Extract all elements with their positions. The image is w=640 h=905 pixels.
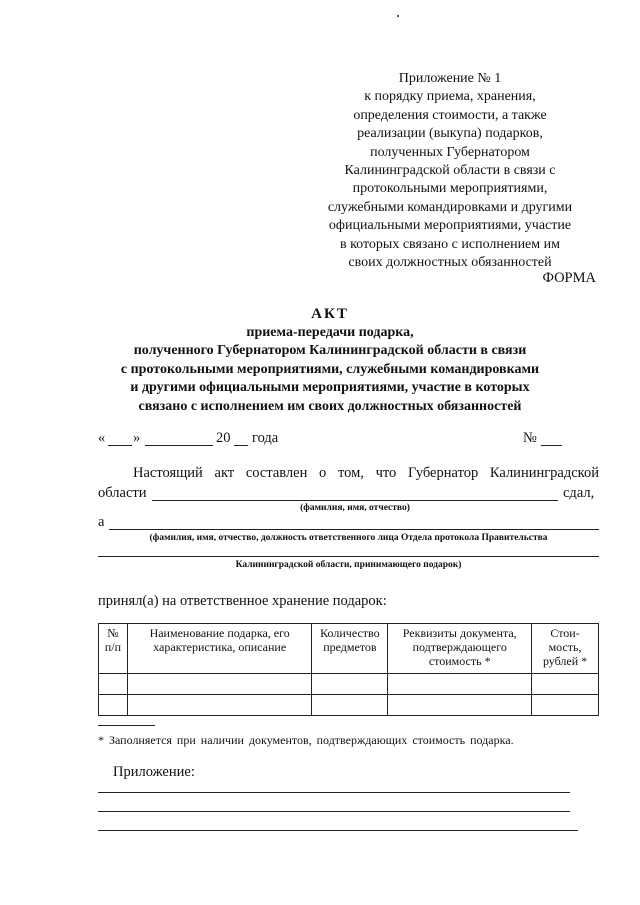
appendix-line: служебными командировками и другими xyxy=(327,199,573,215)
governor-name-field[interactable] xyxy=(152,500,558,501)
sdal-word: сдал, xyxy=(563,485,595,501)
intro-text: Настоящий акт составлен о том, что Губернатор Калининградской xyxy=(133,465,599,481)
official-name-field[interactable] xyxy=(109,529,599,530)
appendix-line: в которых связано с исполнением им xyxy=(339,236,560,252)
accepted-text: принял(а) на ответственное хранение подарок: xyxy=(98,593,387,609)
appendix-line: Приложение № 1 xyxy=(398,71,502,86)
appendix-line: официальными мероприятиями, участие xyxy=(328,218,572,234)
official-caption-2: Калининградской области, принимающего подарок) xyxy=(235,560,462,570)
date-year-word: года xyxy=(252,430,279,446)
attachment-line-2[interactable] xyxy=(98,811,570,812)
table-cell[interactable] xyxy=(388,695,532,716)
act-number-field[interactable] xyxy=(541,445,562,446)
attachment-line-1[interactable] xyxy=(98,792,570,793)
table-row xyxy=(99,674,599,695)
title-line: и другими официальными мероприятиями, участие в которых xyxy=(130,380,530,396)
footnote-separator xyxy=(98,725,155,726)
year-field[interactable] xyxy=(234,445,248,446)
date-open-quote: « xyxy=(98,430,106,446)
title-line: связано с исполнением им своих должностных обязанностей xyxy=(138,398,522,414)
appendix-line: определения стоимости, а также xyxy=(353,107,547,123)
title-line: приема-передачи подарка, xyxy=(246,324,414,340)
col-header-number: № п/п xyxy=(99,624,128,674)
date-close-quote: » xyxy=(133,430,141,446)
table-cell[interactable] xyxy=(532,695,599,716)
gifts-table xyxy=(98,623,599,716)
table-cell[interactable] xyxy=(532,674,599,695)
official-caption-1: (фамилия, имя, отчество, должность ответственного лица Отдела протокола Правительства xyxy=(149,533,548,543)
table-cell[interactable] xyxy=(99,695,128,716)
appendix-line: реализации (выкупа) подарков, xyxy=(357,126,543,142)
table-cell[interactable] xyxy=(127,695,311,716)
act-number-sign: № xyxy=(523,430,537,446)
scan-speck xyxy=(397,15,399,17)
title-line: полученного Губернатором Калининградской области в связи xyxy=(133,343,527,359)
title-main: АКТ xyxy=(311,306,349,322)
appendix-line: к порядку приема, хранения, xyxy=(364,89,536,105)
form-label: ФОРМА xyxy=(542,270,596,286)
date-century: 20 xyxy=(216,430,231,446)
col-header-quantity: Количество предметов xyxy=(312,624,388,674)
attachment-label: Приложение: xyxy=(113,764,195,780)
table-cell[interactable] xyxy=(99,674,128,695)
table-header-row xyxy=(99,624,599,674)
month-field[interactable] xyxy=(145,445,213,446)
appendix-line: полученных Губернатором xyxy=(370,144,530,160)
fio-caption: (фамилия, имя, отчество) xyxy=(300,503,410,513)
footnote: * Заполняется при наличии документов, подтверждающих стоимость подарка. xyxy=(98,733,514,747)
a-word: а xyxy=(98,514,105,530)
table-cell[interactable] xyxy=(312,695,388,716)
oblast-word: области xyxy=(98,485,147,501)
title-line: с протокольными мероприятиями, служебными командировками xyxy=(120,361,540,377)
appendix-block xyxy=(300,70,600,272)
table-cell[interactable] xyxy=(388,674,532,695)
appendix-line: Калининградской области в связи с xyxy=(344,163,556,179)
document-title xyxy=(60,305,600,417)
attachment-line-3[interactable] xyxy=(98,830,578,831)
col-header-cost: Стои-мость, рублей * xyxy=(532,624,599,674)
day-field[interactable] xyxy=(108,445,132,446)
table-cell[interactable] xyxy=(312,674,388,695)
appendix-line: своих должностных обязанностей xyxy=(348,255,552,271)
official-name-field-2[interactable] xyxy=(98,556,599,557)
table-row xyxy=(99,695,599,716)
col-header-name: Наименование подарка, его характеристика, описание xyxy=(127,624,311,674)
col-header-document: Реквизиты документа, подтверждающего стоимость * xyxy=(388,624,532,674)
table-cell[interactable] xyxy=(127,674,311,695)
appendix-line: протокольными мероприятиями, xyxy=(352,181,548,197)
